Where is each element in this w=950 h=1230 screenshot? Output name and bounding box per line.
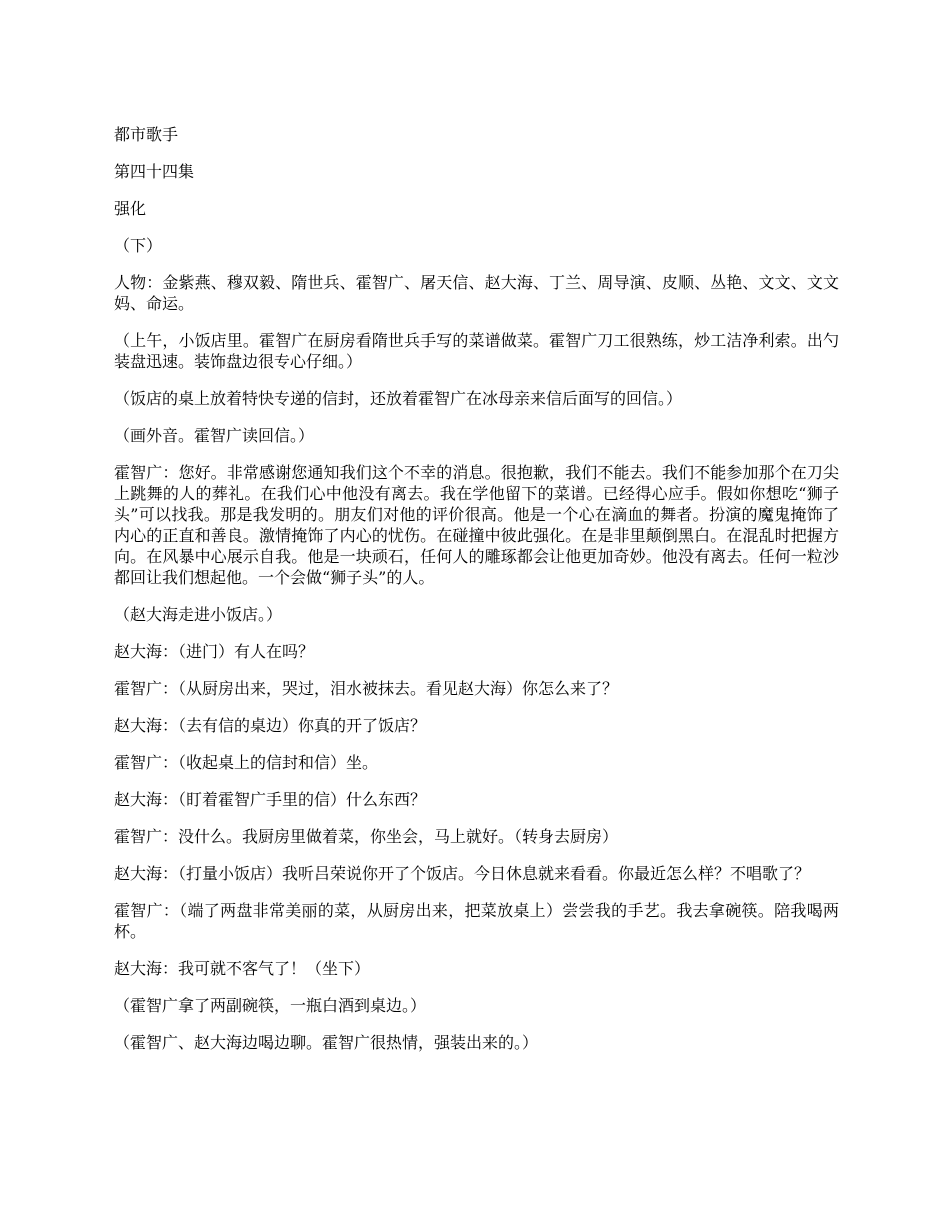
dialogue-line: 霍智广：（端了两盘非常美丽的菜，从厨房出来，把菜放桌上）尝尝我的手艺。我去拿碗筷。陪我喝两杯。 <box>114 901 839 941</box>
dialogue-line: 赵大海：（盯着霍智广手里的信）什么东西？ <box>114 790 427 809</box>
stage-direction: （饭店的桌上放着特快专递的信封，还放着霍智广在冰母亲来信后面写的回信。） <box>114 389 683 408</box>
episode-subtitle: 强化 <box>114 199 147 218</box>
script-page <box>114 124 839 1069</box>
dialogue-line: 霍智广：（收起桌上的信封和信）坐。 <box>114 753 379 772</box>
dialogue-line: 霍智广：（从厨房出来，哭过，泪水被抹去。看见赵大海）你怎么来了？ <box>114 679 619 698</box>
dialogue-line: 赵大海：（进门）有人在吗？ <box>114 642 315 661</box>
dialogue-line: 赵大海：（去有信的桌边）你真的开了饭店？ <box>114 716 427 735</box>
cast-list: 人物：金紫燕、穆双毅、隋世兵、霍智广、屠天信、赵大海、丁兰、周导演、皮顺、丛艳、文文、文文妈、命运。 <box>114 273 839 313</box>
dialogue-line: 霍智广：您好。非常感谢您通知我们这个不幸的消息。很抱歉，我们不能去。我们不能参加那个在刀尖上跳舞的人的葬礼。在我们心中他没有离去。我在学他留下的菜谱。已经得心应手。假如你想吃“狮子头”可以找我。那是我发明的。朋友们对他的评价很高。他是一个心在滴血的舞者。扮演的魔鬼掩饰了内心的正直和善良。激情掩饰了内心的忧伤。在碰撞中彼此强化。在是非里颠倒黑白。在混乱时把握方向。在风暴中心展示自我。他是一块顽石，任何人的雕琢都会让他更加奇妙。他没有离去。任何一粒沙都回让我们想起他。一个会做“狮子头”的人。 <box>114 463 839 587</box>
episode-number: 第四十四集 <box>114 162 195 181</box>
episode-part: （下） <box>114 236 163 255</box>
stage-direction: （上午，小饭店里。霍智广在厨房看隋世兵手写的菜谱做菜。霍智广刀工很熟练，炒工洁净利索。出勺装盘迅速。装饰盘边很专心仔细。） <box>114 331 839 371</box>
stage-direction: （赵大海走进小饭店。） <box>114 605 283 624</box>
dialogue-line: 赵大海：我可就不客气了！（坐下） <box>114 959 371 978</box>
stage-direction: （画外音。霍智广读回信。） <box>114 426 315 445</box>
stage-direction: （霍智广拿了两副碗筷，一瓶白酒到桌边。） <box>114 996 427 1015</box>
script-title: 都市歌手 <box>114 125 179 144</box>
stage-direction: （霍智广、赵大海边喝边聊。霍智广很热情，强装出来的。） <box>114 1033 539 1052</box>
dialogue-line: 赵大海：（打量小饭店）我听吕荣说你开了个饭店。今日休息就来看看。你最近怎么样？不唱歌了？ <box>114 864 811 883</box>
dialogue-line: 霍智广：没什么。我厨房里做着菜，你坐会，马上就好。（转身去厨房） <box>114 827 619 846</box>
